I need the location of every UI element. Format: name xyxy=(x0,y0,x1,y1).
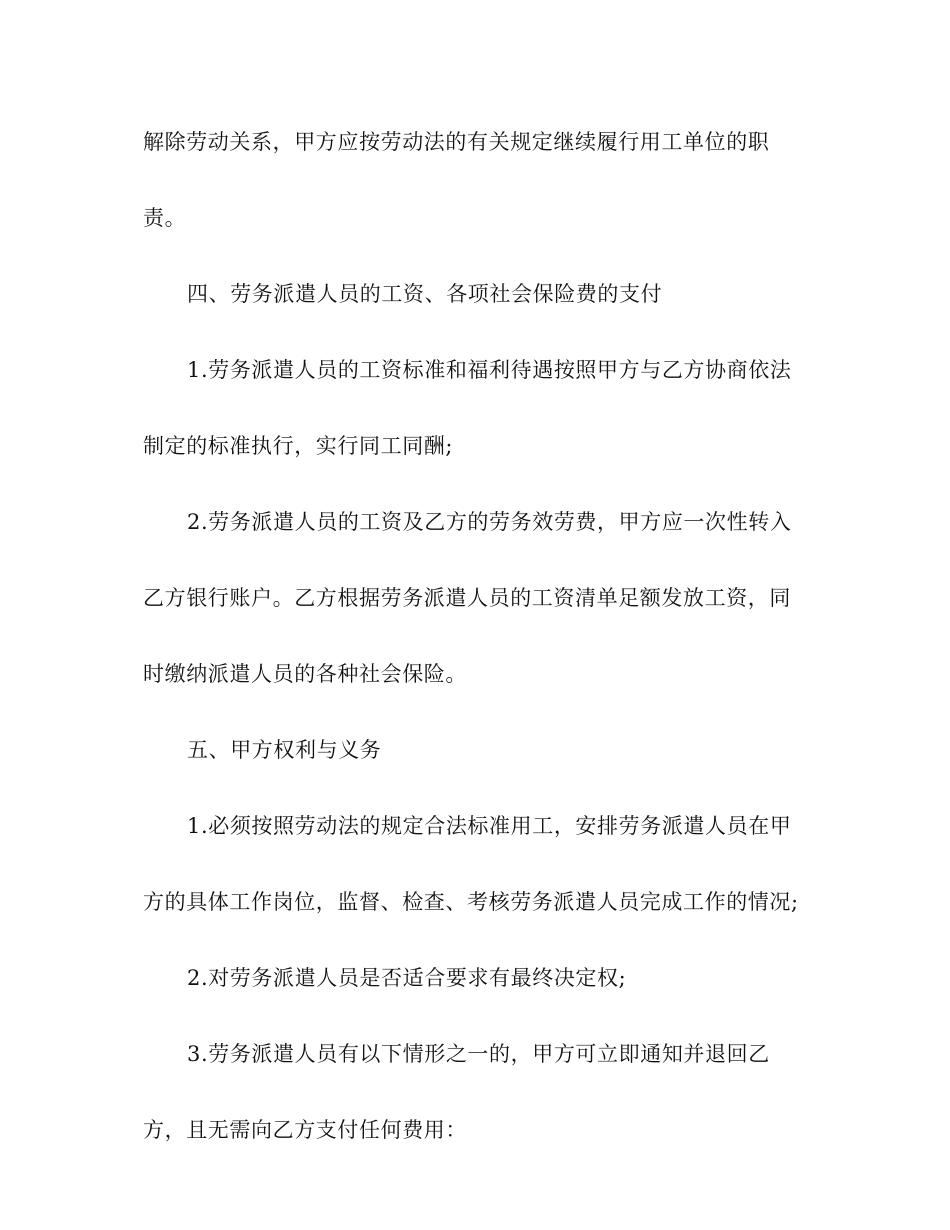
section-heading: 四、劳务派遣人员的工资、各项社会保险费的支付 xyxy=(187,282,663,306)
section-heading: 五、甲方权利与义务 xyxy=(187,738,382,762)
text-line: 时缴纳派遣人员的各种社会保险。 xyxy=(143,662,467,686)
text-line: 方，且无需向乙方支付任何费用： xyxy=(143,1118,467,1142)
text-line: 制定的标准执行，实行同工同酬; xyxy=(143,434,454,458)
text-line: 2.劳务派遣人员的工资及乙方的劳务效劳费，甲方应一次性转入 xyxy=(187,510,792,534)
text-line: 2.对劳务派遣人员是否适合要求有最终决定权; xyxy=(187,966,627,990)
text-line: 责。 xyxy=(143,206,187,230)
text-line: 解除劳动关系，甲方应按劳动法的有关规定继续履行用工单位的职 xyxy=(143,130,770,154)
text-line: 1.劳务派遣人员的工资标准和福利待遇按照甲方与乙方协商依法 xyxy=(187,358,792,382)
text-line: 3.劳务派遣人员有以下情形之一的，甲方可立即通知并退回乙 xyxy=(187,1042,770,1066)
text-line: 乙方银行账户。乙方根据劳务派遣人员的工资清单足额发放工资，同 xyxy=(143,586,791,610)
text-line: 方的具体工作岗位，监督、检查、考核劳务派遣人员完成工作的情况; xyxy=(143,890,799,914)
text-line: 1.必须按照劳动法的规定合法标准用工，安排劳务派遣人员在甲 xyxy=(187,814,792,838)
